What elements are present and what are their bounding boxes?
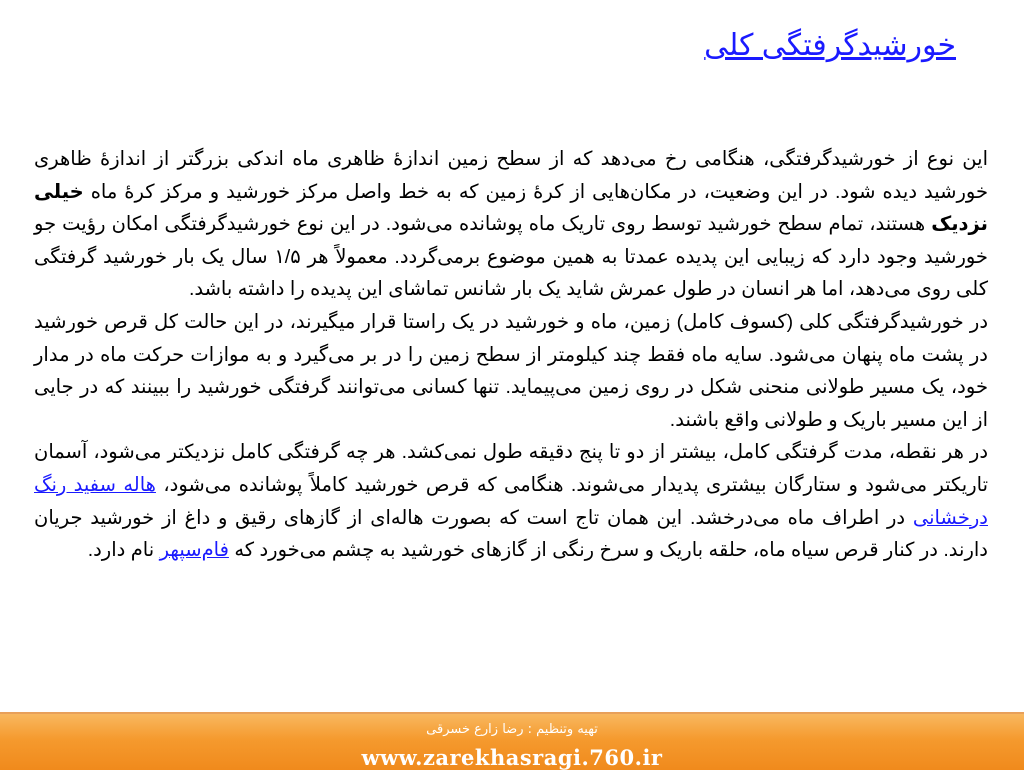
link-chromosphere[interactable]: فام‌سپهر — [159, 539, 229, 562]
paragraph-corona-text-3: نام دارد. — [87, 539, 155, 562]
bold-phrase: خیلی نزدیک — [34, 180, 988, 236]
paragraph-corona-text-2: در اطراف ماه می‌درخشد. این همان تاج است که بصورت هاله‌ای از گازهای رقیق و داغ از خورشید جریان دارند. در کنار قرص سیاه ماه، حلقه باریک و سرخ رنگی از گازهای خورشید به چشم می‌خورد که — [34, 506, 988, 562]
paragraph-intro-text-2: هستند، تمام سطح خورشید توسط روی تاریک ماه پوشانده می‌شود. در این نوع خورشیدگرفتگی امکان رؤیت جو خورشید وجود دارد که زیبایی این پدیده عمدتا به همین موضوع برمی‌گردد. معمولاً هر ۱/۵ سال یک بار خورشید گرفتگی کلی روی می‌دهد، اما هر انسان در طول عمرش شاید یک بار شانس تماشای این پدیده را داشته باشد. — [34, 213, 988, 301]
slide-body — [34, 143, 988, 567]
footer-credit: تهیه وتنظیم : رضا زارع خسرقی — [426, 722, 598, 737]
paragraph-intro-text-1: این نوع از خورشیدگرفتگی، هنگامی رخ می‌دهد که از سطح زمین اندازهٔ ظاهری ماه اندکی بزرگتر از اندازهٔ ظاهری خورشید دیده شود. در این وضعیت، در مکان‌هایی از کرهٔ زمین که به خط واصل مرکز خورشید و مرکز کرهٔ ماه — [34, 148, 989, 203]
paragraph-intro — [34, 143, 988, 306]
slide-title: خورشیدگرفتگی کلی — [704, 29, 956, 62]
footer-bar — [0, 712, 1024, 770]
paragraph-corona — [34, 436, 988, 566]
paragraph-alignment: در خورشیدگرفتگی کلی (کسوف کامل) زمین، ماه و خورشید در یک راستا قرار میگیرند، در این حالت کل قرص خورشید در پشت ماه پنهان می‌شود. سایه ماه فقط چند کیلومتر از سطح زمین را در بر می‌گیرد و به موازات حرکت ماه در مدار خود، یک مسیر طولانی منحنی شکل در روی زمین می‌پیماید. تنها کسانی می‌توانند گرفتگی خورشید را ببینند که در جایی از این مسیر باریک و طولانی واقع باشند. — [34, 310, 988, 431]
link-corona[interactable]: هاله سفید رنگ درخشانی — [34, 473, 988, 529]
footer-url: www.zarekhasragi.760.ir — [361, 745, 663, 770]
paragraph-corona-text-1: در هر نقطه، مدت گرفتگی کامل، بیشتر از دو تا پنج دقیقه طول نمی‌کشد. هر چه گرفتگی کامل نزدیکتر می‌شود، آسمان تاریکتر می‌شود و ستارگان بیشتری پدیدار می‌شوند. هنگامی که قرص خورشید کاملاً پوشانده می‌شود، — [34, 441, 989, 496]
